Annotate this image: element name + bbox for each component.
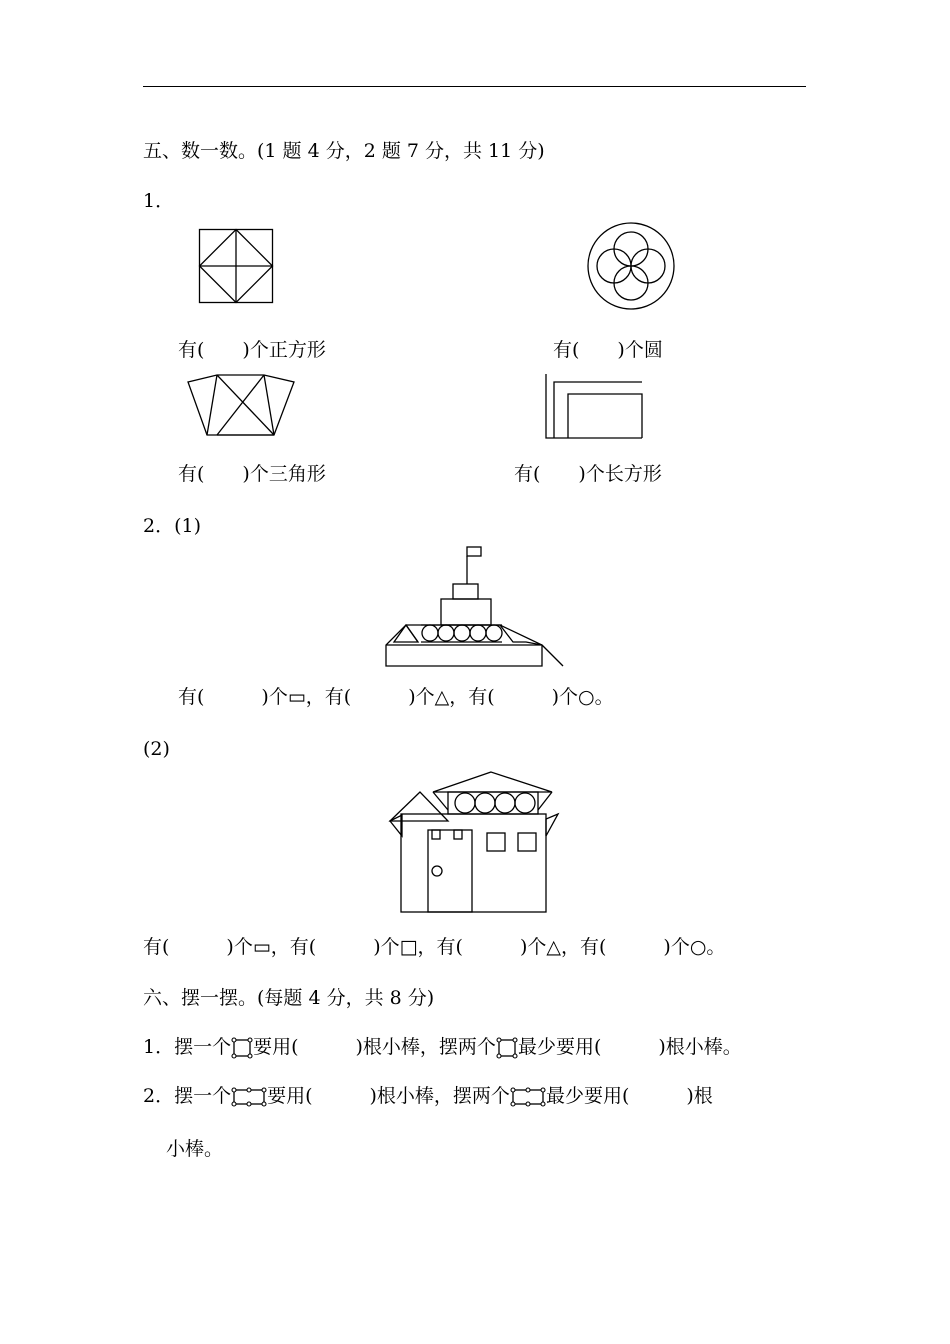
s6-q2-number: 2． (143, 1085, 175, 1107)
q2-2-answer: 有( )个▭，有( )个□，有( )个△，有( )个○。 (143, 936, 726, 958)
section6-heading: 六、摆一摆。(每题 4 分，共 8 分) (143, 987, 435, 1009)
rectangles-figure (544, 372, 644, 440)
house-figure (388, 770, 562, 914)
s6-q1 (143, 1035, 742, 1059)
q2-number: 2．(1) (143, 515, 202, 537)
s6-q2-part1: 摆一个 (174, 1085, 232, 1107)
s6-q2 (143, 1084, 713, 1108)
ship-figure (384, 544, 566, 668)
q1d-answer: 有( )个长方形 (514, 463, 662, 485)
s6-q1-part3: 最少要用( )根小棒。 (517, 1036, 742, 1058)
square-sticks-icon (496, 1037, 518, 1059)
rectangle-sticks-icon (231, 1086, 267, 1108)
circles-figure (587, 222, 675, 310)
header-rule (143, 86, 806, 87)
q1c-answer: 有( )个三角形 (178, 463, 326, 485)
s6-q1-part1: 摆一个 (174, 1036, 232, 1058)
triangles-figure (186, 373, 296, 437)
square-sticks-icon (231, 1037, 253, 1059)
squares-figure (199, 229, 273, 303)
q2-2-number: (2) (143, 738, 170, 760)
rectangle-sticks-icon (510, 1086, 546, 1108)
s6-q1-part2: 要用( )根小棒，摆两个 (253, 1036, 496, 1058)
q1b-answer: 有( )个圆 (553, 339, 663, 361)
section5-heading: 五、数一数。(1 题 4 分，2 题 7 分，共 11 分) (143, 140, 545, 162)
q1-number: 1． (143, 190, 175, 212)
s6-q1-number: 1． (143, 1036, 175, 1058)
s6-q2-part2: 要用( )根小棒，摆两个 (267, 1085, 510, 1107)
q1a-answer: 有( )个正方形 (178, 339, 326, 361)
q2-1-answer: 有( )个▭，有( )个△，有( )个○。 (178, 686, 614, 708)
s6-q2-part3: 最少要用( )根 (545, 1085, 713, 1107)
s6-q2-continuation: 小棒。 (166, 1138, 224, 1160)
